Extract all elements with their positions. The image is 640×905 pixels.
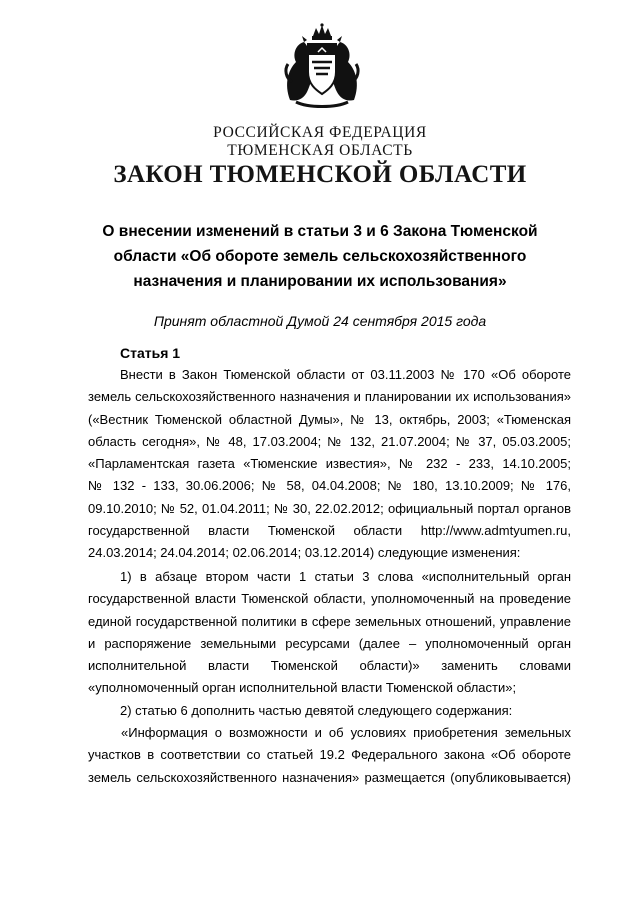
text-line: № 132 - 133, 30.06.2006; № 58, 04.04.2008; № 180, 13.10.2009; № 176, <box>88 478 571 494</box>
text-line: 2) статью 6 дополнить частью девятой следующего содержания: <box>120 703 513 718</box>
header-country: РОССИЙСКАЯ ФЕДЕРАЦИЯ <box>213 124 427 141</box>
paragraph-item-2 <box>88 700 571 722</box>
text-line: единой государственной политики в сфере земельных отношений, управление <box>88 613 571 629</box>
document-title <box>70 219 570 294</box>
text-line: земель сельскохозяйственного назначения и планировании их использования» <box>88 389 571 405</box>
text-line: 1) в абзаце втором части 1 статьи 3 слова «исполнительный орган <box>120 569 571 584</box>
text-line: государственной власти Тюменской области, уполномоченный на проведение <box>88 591 571 607</box>
text-line: 24.03.2014; 24.04.2014; 02.06.2014; 03.12.2014) следующие изменения: <box>88 545 521 561</box>
text-line: 09.10.2010; № 52, 01.04.2011; № 30, 22.02.2012; официальный портал органов <box>88 500 571 516</box>
text-line: «Парламентская газета «Тюменские известия», № 232 - 233, 14.10.2005; <box>88 456 571 472</box>
paragraph-item-1 <box>88 566 571 700</box>
header-region: ТЮМЕНСКАЯ ОБЛАСТЬ <box>227 142 413 159</box>
text-line: и распоряжение земельными ресурсами (далее – уполномоченный орган <box>88 635 571 651</box>
paragraph-intro <box>88 364 571 565</box>
text-line: Внести в Закон Тюменской области от 03.11.2003 № 170 «Об обороте <box>120 367 571 382</box>
adoption-note: Принят областной Думой 24 сентября 2015 года <box>153 313 487 329</box>
title-line: О внесении изменений в статьи 3 и 6 Закона Тюменской <box>102 223 538 240</box>
coat-of-arms-emblem <box>282 22 362 110</box>
text-line: «Информация о возможности и об условиях приобретения земельных <box>121 725 571 740</box>
text-line: область сегодня», № 48, 17.03.2004; № 132, 21.07.2004; № 37, 05.03.2005; <box>88 433 571 449</box>
title-line: области «Об обороте земель сельскохозяйственного <box>113 248 527 265</box>
text-line: участков в соответствии со статьей 19.2 Федерального закона «Об обороте <box>88 747 571 763</box>
header-law-title: ЗАКОН ТЮМЕНСКОЙ ОБЛАСТИ <box>113 161 527 188</box>
text-line: («Вестник Тюменской областной Думы», № 13, октябрь, 2003; «Тюменская <box>88 411 571 427</box>
text-line: «уполномоченный орган исполнительной власти Тюменской области»; <box>88 680 517 696</box>
text-line: земель сельскохозяйственного назначения» размещается (опубликовывается) <box>88 769 571 785</box>
paragraph-quote <box>88 722 571 789</box>
article-heading: Статья 1 <box>120 345 181 361</box>
title-line: назначения и планировании их использования» <box>133 273 507 290</box>
text-line: государственной власти Тюменской области http://www.admtyumen.ru, <box>88 523 571 539</box>
text-line: исполнительной власти Тюменской области)» заменить словами <box>88 658 571 674</box>
